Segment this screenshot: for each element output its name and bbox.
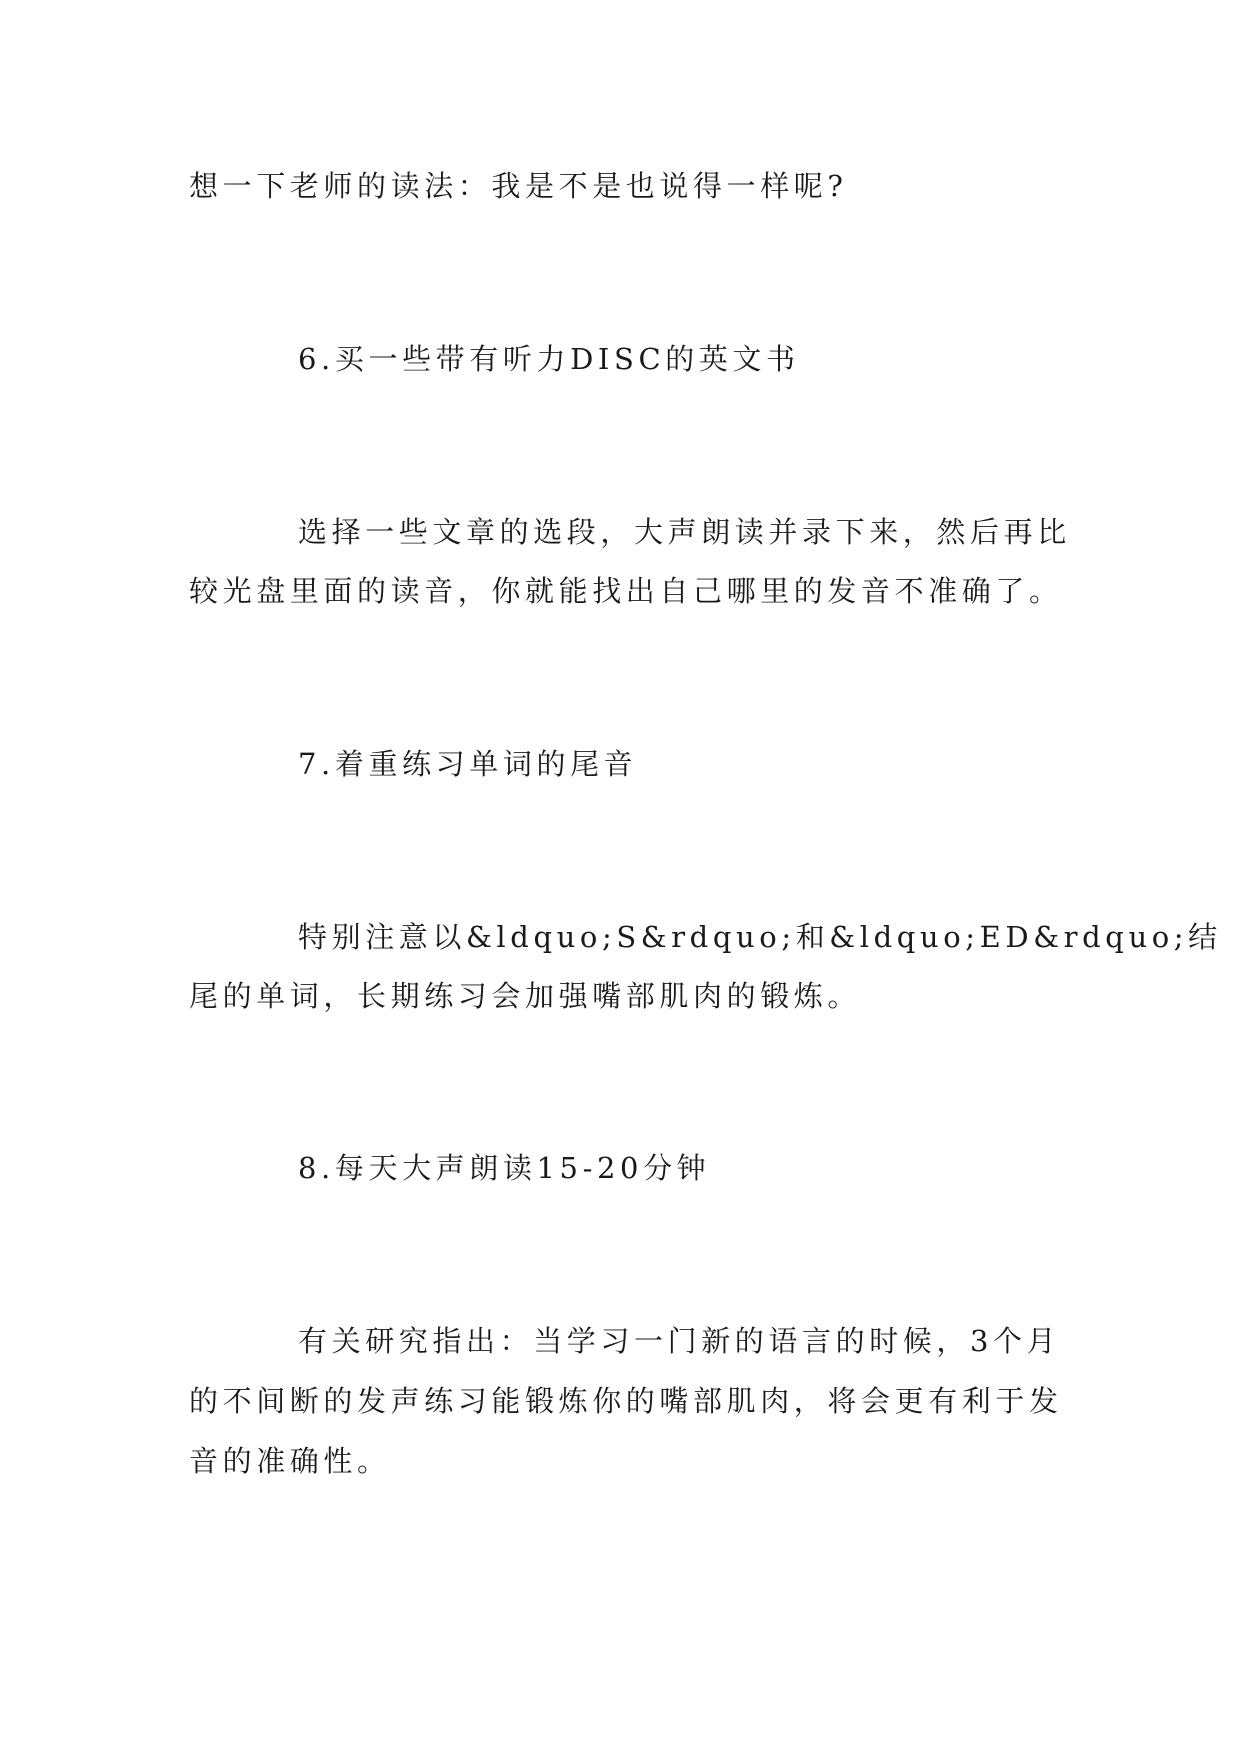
paragraph-line: 想一下老师的读法：我是不是也说得一样呢? (189, 169, 848, 203)
paragraph-line: 有关研究指出：当学习一门新的语言的时候，3个月 (298, 1324, 1061, 1358)
paragraph-line: 音的准确性。 (189, 1444, 391, 1478)
paragraph-line: 尾的单词，长期练习会加强嘴部肌肉的锻炼。 (189, 979, 862, 1013)
paragraph-line: 较光盘里面的读音，你就能找出自己哪里的发音不准确了。 (189, 574, 1063, 608)
paragraph-line: 选择一些文章的选段，大声朗读并录下来，然后再比 (298, 515, 1071, 549)
section-heading: 7.着重练习单词的尾音 (298, 747, 638, 781)
section-heading: 8.每天大声朗读15-20分钟 (298, 1151, 711, 1185)
paragraph-line: 特别注意以&ldquo;S&rdquo;和&ldquo;ED&rdquo;结 (298, 920, 1222, 954)
section-heading: 6.买一些带有听力DISC的英文书 (298, 342, 800, 376)
paragraph-line: 的不间断的发声练习能锻炼你的嘴部肌肉，将会更有利于发 (189, 1384, 1063, 1418)
